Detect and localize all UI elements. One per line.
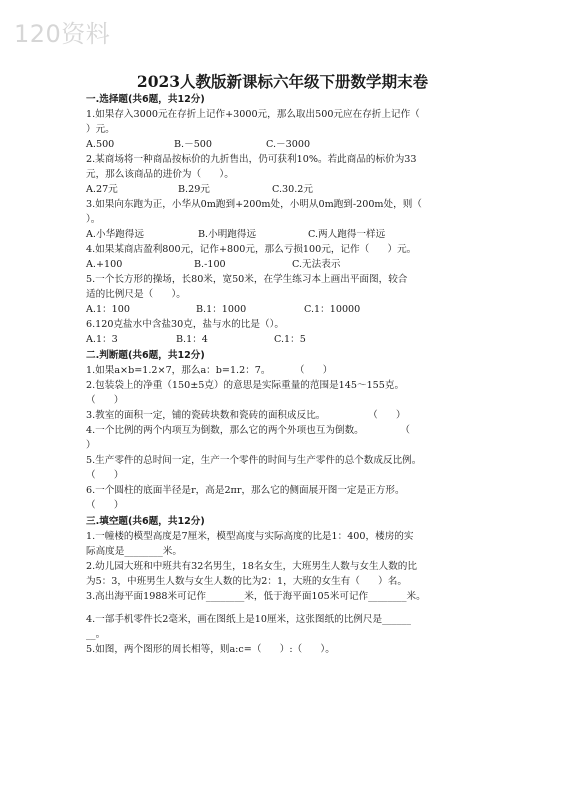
question-text: 2.包装袋上的净重（150±5克）的意思是实际重量的范围是145～155克。: [86, 380, 405, 391]
option-a: A.27元: [86, 184, 118, 195]
question-text: ）元。: [86, 124, 115, 135]
option-b: B.-100: [194, 259, 226, 270]
question-choice-1: [86, 107, 481, 152]
question-fill-4: [86, 612, 481, 642]
option-c: C.两人跑得一样远: [308, 229, 386, 240]
option-b: B.1：1000: [196, 304, 247, 315]
question-fill-5: 5.如图，两个图形的周长相等，则a:c=（ ）:（ ）。: [86, 644, 335, 655]
question-text: 适的比例尺是（ ）。: [86, 289, 186, 300]
question-text: 1.一幢楼的模型高度是7厘米，模型高度与实际高度的比是1：400，楼房的实: [86, 531, 414, 542]
question-judge-2: [86, 378, 481, 408]
question-text: 4.如果某商店盈利800元，记作+800元，那么亏损100元，记作（ ）元。: [86, 244, 417, 255]
question-choice-5: [86, 272, 481, 317]
question-text: ）: [86, 440, 96, 451]
options: [86, 182, 481, 197]
question-text: __。: [86, 629, 106, 640]
option-b: B.－500: [174, 139, 213, 150]
question-text: 6.一个圆柱的底面半径是r，高是2πr，那么它的侧面展开图一定是正方形。: [86, 485, 405, 496]
option-a: A.+100: [86, 259, 123, 270]
question-text: ）。: [86, 214, 101, 225]
section-heading-judge: 二.判断题(共6题，共12分): [86, 350, 205, 361]
question-choice-4: [86, 242, 481, 272]
page-title: 2023人教版新课标六年级下册数学期末卷: [136, 72, 429, 91]
question-text: 1.如果存入3000元在存折上记作+3000元，那么取出500元应在存折上记作（: [86, 109, 420, 120]
exam-content: [86, 91, 481, 657]
question-text: （ ）: [86, 395, 124, 406]
question-judge-6: [86, 483, 481, 513]
question-text: （ ）: [86, 500, 124, 511]
question-text: 5.一个长方形的操场，长80米，宽50米，在学生练习本上画出平面图，较合: [86, 274, 408, 285]
question-fill-1: [86, 529, 481, 559]
question-judge-3: 3.教室的面积一定，铺的瓷砖块数和瓷砖的面积成反比。 （ ）: [86, 410, 406, 421]
option-a: A.1：3: [86, 334, 118, 345]
options: [86, 227, 481, 242]
question-text: 元，那么该商品的进价为（ ）。: [86, 169, 234, 180]
question-judge-1: 1.如果a×b=1.2×7，那么a：b=1.2：7。 （ ）: [86, 365, 333, 376]
option-c: C.30.2元: [272, 184, 314, 195]
option-c: C.1：5: [274, 334, 306, 345]
question-choice-2: [86, 152, 481, 197]
option-a: A.500: [86, 139, 115, 150]
question-text: 3.如果向东跑为正，小华从0m跑到+200m处，小明从0m跑到-200m处，则（: [86, 199, 422, 210]
options: [86, 257, 481, 272]
question-text: 2.某商场将一种商品按标价的九折售出，仍可获利10%。若此商品的标价为33: [86, 154, 417, 165]
options: [86, 332, 481, 347]
watermark: 120资料: [14, 20, 111, 48]
option-b: B.29元: [178, 184, 210, 195]
options: [86, 137, 481, 152]
question-judge-5: [86, 453, 481, 483]
option-c: C.无法表示: [292, 259, 341, 270]
option-b: B.小明跑得远: [198, 229, 257, 240]
question-fill-2: [86, 559, 481, 589]
section-heading-choice: 一.选择题(共6题，共12分): [86, 94, 205, 105]
option-a: A.小华跑得远: [86, 229, 144, 240]
question-text: （ ）: [86, 470, 124, 481]
question-fill-3: 3.高出海平面1988米可记作________米，低于海平面105米可记作________米。: [86, 591, 426, 602]
question-text: 6.120克盐水中含盐30克，盐与水的比是（）。: [86, 319, 284, 330]
question-text: 2.幼儿园大班和中班共有32名男生，18名女生，大班男生人数与女生人数的比: [86, 561, 417, 572]
question-text: 5.生产零件的总时间一定，生产一个零件的时间与生产零件的总个数成反比例。: [86, 455, 422, 466]
options: [86, 302, 481, 317]
option-c: C.1：10000: [304, 304, 361, 315]
question-text: 4.一个比例的两个内项互为倒数，那么它的两个外项也互为倒数。 （: [86, 425, 410, 436]
question-judge-4: [86, 423, 481, 453]
option-a: A.1：100: [86, 304, 130, 315]
option-c: C.－3000: [266, 139, 311, 150]
question-text: 为5：3，中班男生人数与女生人数的比为2：1，大班的女生有（ ）名。: [86, 576, 407, 587]
section-heading-fill: 三.填空题(共6题，共12分): [86, 516, 205, 527]
question-choice-3: [86, 197, 481, 242]
question-text: 4.一部手机零件长2毫米，画在图纸上是10厘米，这张图纸的比例尺是______: [86, 614, 411, 625]
option-b: B.1：4: [176, 334, 208, 345]
question-text: 际高度是________米。: [86, 546, 182, 557]
question-choice-6: [86, 317, 481, 347]
